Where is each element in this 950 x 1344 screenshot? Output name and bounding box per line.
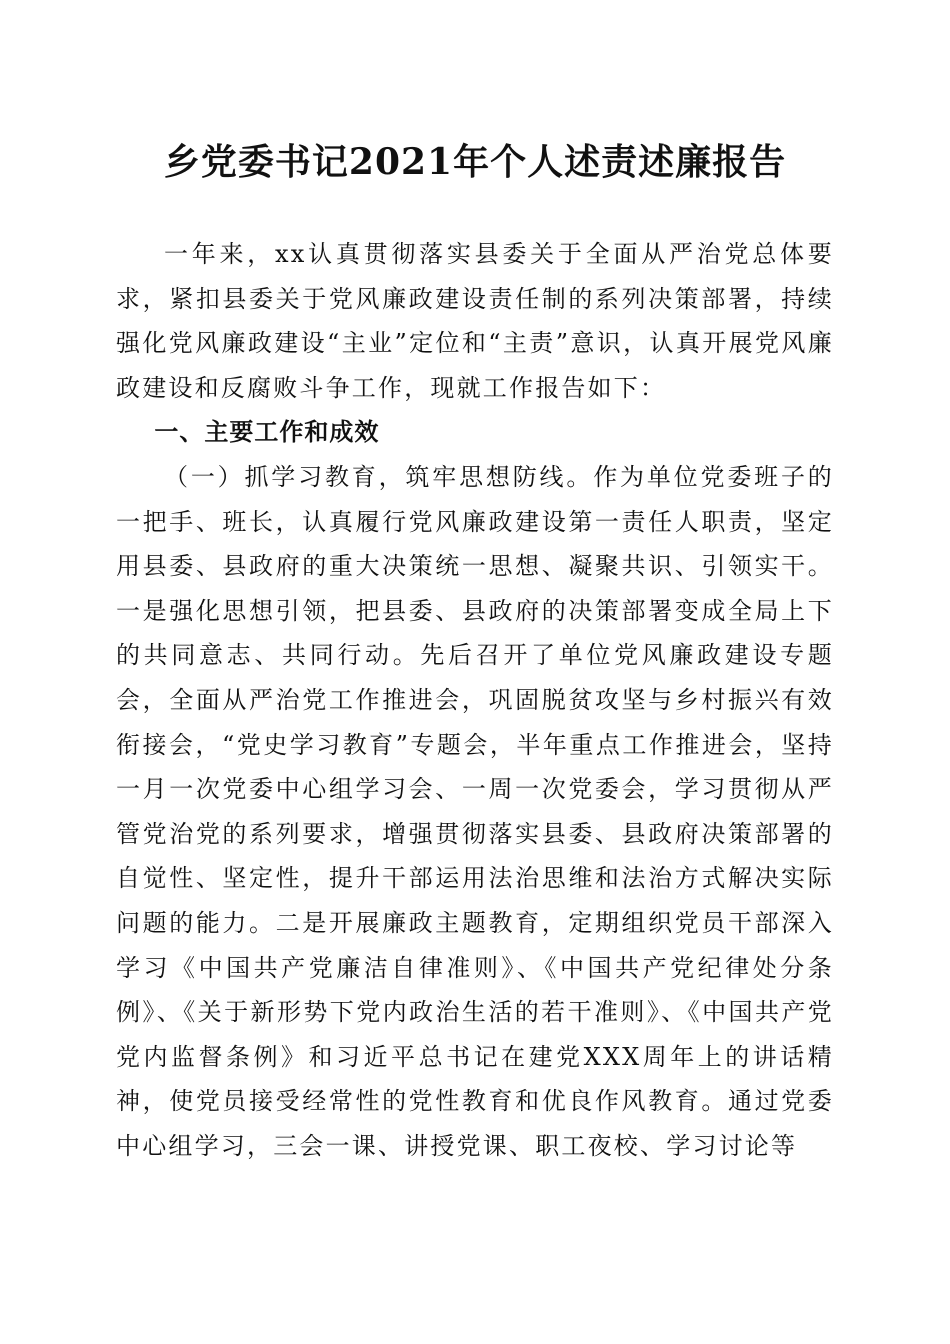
section-heading: 一、主要工作和成效 xyxy=(154,418,380,447)
document-title: 乡党委书记2021年个人述责述廉报告 xyxy=(163,141,787,183)
subsection-body: 作为单位党委班子的一把手、班长，认真履行党风廉政建设第一责任人职责，坚定用县委、县政府的重大决策统一思想、凝聚共识、引领实干。一是强化思想引领，把县委、县政府的决策部署变成全局上下的共同意志、共同行动。先后召开了单位党风廉政建设专题会，全面从严治党工作推进会，巩固脱贫攻坚与乡村振兴有效衔接会，“党史学习教育”专题会，半年重点工作推进会，坚持一月一次党委中心组学习会、一周一次党委会，学习贯彻从严管党治党的系列要求，增强贯彻落实县委、县政府决策部署的自觉性、坚定性，提升干部运用法治思维和法治方式解决实际问题的能力。二是开展廉政主题教育，定期组织党员干部深入学习《中国共产党廉洁自律准则》、《中国共产党纪律处分条例》、《关于新形势下党内政治生活的若干准则》、《中国共产党党内监督条例》和习近平总书记在建党XXX周年上的讲话精神，使党员接受经常性的党性教育和优良作风教育。通过党委中心组学习，三会一课、讲授党课、职工夜校、学习讨论等 xyxy=(116,462,834,1160)
subsection-paragraph xyxy=(116,455,834,1169)
intro-paragraph: 一年来，xx认真贯彻落实县委关于全面从严治党总体要求，紧扣县委关于党风廉政建设责任制的系列决策部署，持续强化党风廉政建设“主业”定位和“主责”意识，认真开展党风廉政建设和反腐败斗争工作，现就工作报告如下： xyxy=(116,240,834,402)
document-body xyxy=(116,232,834,1168)
subsection-lead: （一）抓学习教育，筑牢思想防线。 xyxy=(164,462,594,491)
